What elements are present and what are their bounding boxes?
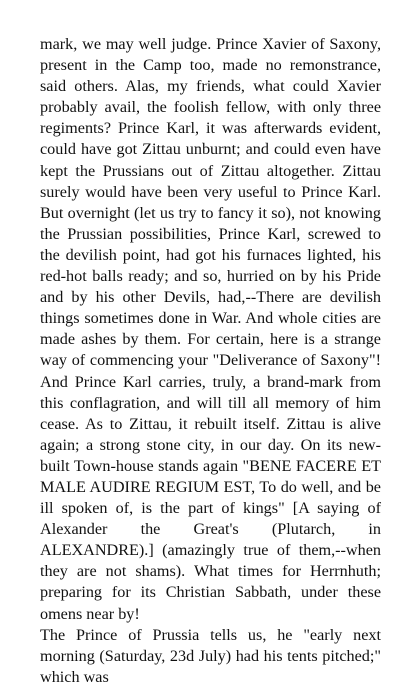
paragraph-prince-of-prussia: The Prince of Prussia tells us, he "early next morning (Saturday, 23d July) had his tents pitched;" which was (40, 625, 381, 686)
document-page (40, 34, 381, 688)
paragraph-zittau-conflagration: mark, we may well judge. Prince Xavier of Saxony, present in the Camp too, made no remonstrance, said others. Alas, my friends, what could Xavier probably avail, the foolish fellow, with only three regiments? Prince Karl, it was afterwards evident, could have got Zittau unburnt; and could even have kept the Prussians out of Zittau altogether. Zittau surely would have been very useful to Prince Karl. But overnight (let us try to fancy it so), not knowing the Prussian possibilities, Prince Karl, screwed to the devilish point, had got his furnaces lighted, his red-hot balls ready; and so, hurried on by his Pride and by his other Devils, had,--There are devilish things sometimes done in War. And whole cities are made ashes by them. For certain, here is a strange way of commencing your "Deliverance of Saxony"! And Prince Karl carries, truly, a brand-mark from this conflagration, and will till all memory of him cease. As to Zittau, it rebuilt itself. Zittau is alive again; a strong stone city, in our day. On its new-built Town-house stands again "BENE FACERE ET MALE AUDIRE REGIUM EST, To do well, and be ill spoken of, is the part of kings" [A saying of Alexander the Great's (Plutarch, in ALEXANDRE).] (amazingly true of them,--when they are not shams). What times for Herrnhuth; preparing for its Christian Sabbath, under these omens near by! (40, 35, 381, 623)
